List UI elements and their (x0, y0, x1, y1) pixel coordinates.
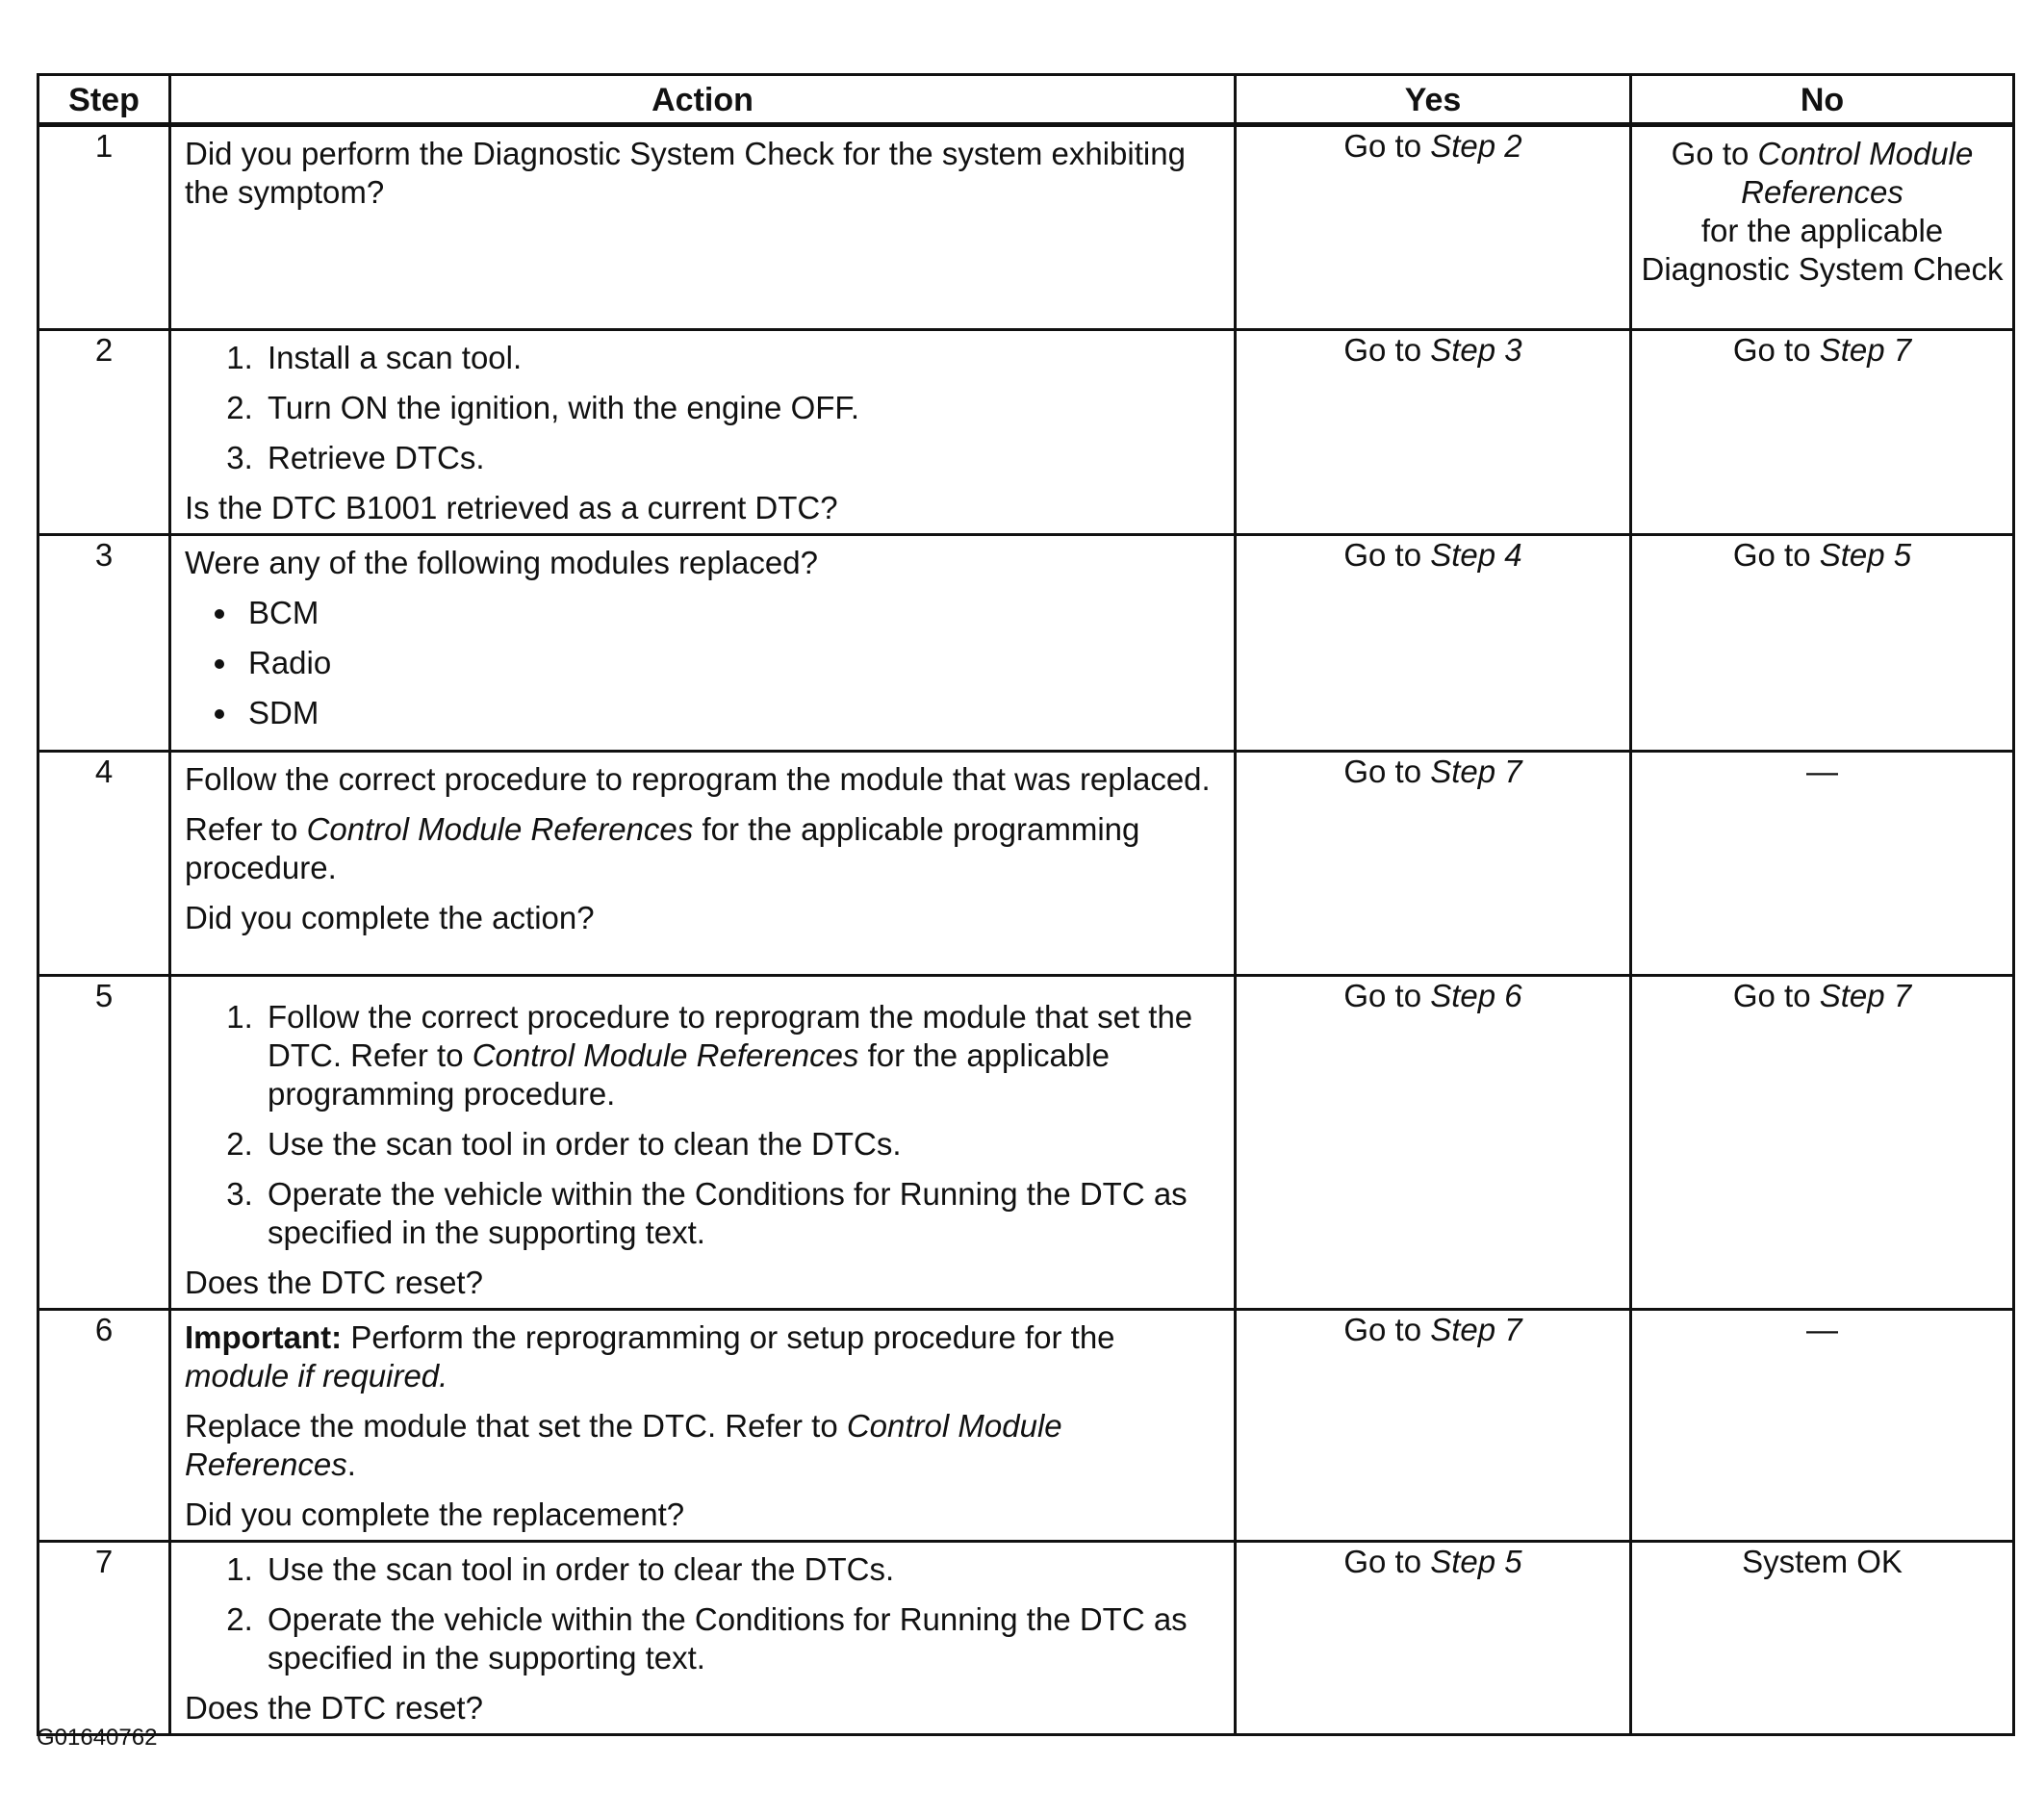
yes-step-link[interactable]: Step 7 (1430, 1312, 1522, 1347)
yes-cell (1236, 976, 1631, 1310)
step-number: 2 (38, 330, 170, 535)
step-number: 1 (38, 125, 170, 330)
control-module-references-link[interactable]: Control Module References (185, 1408, 1062, 1482)
action-list (185, 339, 1220, 477)
list-item: 2. Turn ON the ignition, with the engine OFF. (262, 389, 1220, 427)
action-paragraph: Follow the correct procedure to reprogram the module that was replaced. (185, 761, 1211, 797)
yes-cell (1236, 752, 1631, 976)
list-item: 3. Operate the vehicle within the Conditions for Running the DTC as specified in the supporting text. (262, 1175, 1220, 1252)
ref-suffix: for the applicable programming procedure. (185, 811, 1140, 885)
action-paragraph (185, 810, 1220, 887)
action-cell (170, 976, 1236, 1310)
no-prefix: Go to (1732, 537, 1820, 573)
action-cell (170, 125, 1236, 330)
yes-prefix: Go to (1343, 1544, 1431, 1579)
action-cell (170, 1310, 1236, 1542)
ref-prefix: Replace the module that set the DTC. Refer to (185, 1408, 847, 1444)
list-item: 2. Use the scan tool in order to clean the DTCs. (262, 1125, 1220, 1164)
yes-step-link[interactable]: Step 4 (1430, 537, 1522, 573)
step-row-2 (38, 330, 2014, 535)
no-step-link[interactable]: Step 7 (1819, 332, 1912, 368)
ref-suffix: . (346, 1446, 356, 1482)
no-prefix: Go to (1732, 978, 1820, 1013)
important-note (185, 1318, 1220, 1395)
step-number: 6 (38, 1310, 170, 1542)
header-no: No (1631, 75, 2014, 125)
list-item: • Radio (241, 644, 1220, 682)
list-item: 2. Operate the vehicle within the Conditions for Running the DTC as specified in the supporting text. (262, 1600, 1220, 1677)
yes-cell (1236, 330, 1631, 535)
no-cell (1631, 976, 2014, 1310)
list-item: 1. Install a scan tool. (262, 339, 1220, 377)
header-action: Action (170, 75, 1236, 125)
step-row-1 (38, 125, 2014, 330)
action-question: Did you complete the action? (185, 900, 595, 935)
list-item: 3. Retrieve DTCs. (262, 439, 1220, 477)
action-question: Does the DTC reset? (185, 1690, 483, 1726)
important-text: Perform the reprogramming or setup procedure for the (342, 1319, 1115, 1355)
important-italic: module if required. (185, 1358, 448, 1394)
action-paragraph (185, 1407, 1220, 1484)
yes-cell (1236, 125, 1631, 330)
header-row (38, 75, 2014, 125)
yes-cell (1236, 1310, 1631, 1542)
header-step: Step (38, 75, 170, 125)
no-cell (1631, 125, 2014, 330)
action-cell (170, 330, 1236, 535)
step-number: 3 (38, 535, 170, 752)
action-question: Is the DTC B1001 retrieved as a current DTC? (185, 490, 838, 525)
action-list (185, 998, 1220, 1252)
action-question: Does the DTC reset? (185, 1265, 483, 1300)
action-cell (170, 752, 1236, 976)
action-cell (170, 535, 1236, 752)
no-suffix: for the applicable Diagnostic System Check (1641, 213, 2004, 287)
yes-prefix: Go to (1343, 978, 1431, 1013)
action-list (185, 1550, 1220, 1677)
control-module-references-link[interactable]: Control Module References (306, 811, 694, 847)
important-label: Important: (185, 1319, 343, 1355)
action-cell (170, 1542, 1236, 1735)
no-cell: System OK (1631, 1542, 2014, 1735)
list-item: • BCM (241, 594, 1220, 632)
list-item: 1. Use the scan tool in order to clear the DTCs. (262, 1550, 1220, 1589)
no-cell (1631, 330, 2014, 535)
no-prefix: Go to (1671, 136, 1758, 171)
diagnostic-table (37, 73, 2015, 1736)
item-text: Follow the correct procedure to reprogram the module that set the DTC. Refer to (268, 999, 1193, 1073)
no-cell: — (1631, 752, 2014, 976)
step-number: 4 (38, 752, 170, 976)
yes-step-link[interactable]: Step 3 (1430, 332, 1522, 368)
action-question: Did you complete the replacement? (185, 1496, 685, 1532)
no-cell: — (1631, 1310, 2014, 1542)
yes-prefix: Go to (1343, 128, 1431, 164)
no-reference-link[interactable]: Control Module References (1741, 136, 1974, 210)
yes-cell (1236, 535, 1631, 752)
yes-cell (1236, 1542, 1631, 1735)
yes-step-link[interactable]: Step 2 (1430, 128, 1522, 164)
step-row-4 (38, 752, 2014, 976)
step-row-7 (38, 1542, 2014, 1735)
list-item (262, 998, 1220, 1113)
yes-prefix: Go to (1343, 332, 1431, 368)
control-module-references-link[interactable]: Control Module References (472, 1037, 859, 1073)
yes-prefix: Go to (1343, 754, 1431, 789)
step-row-3 (38, 535, 2014, 752)
step-row-6 (38, 1310, 2014, 1542)
no-prefix: Go to (1732, 332, 1820, 368)
no-step-link[interactable]: Step 7 (1819, 978, 1912, 1013)
header-yes: Yes (1236, 75, 1631, 125)
yes-step-link[interactable]: Step 5 (1430, 1544, 1522, 1579)
step-row-5 (38, 976, 2014, 1310)
yes-step-link[interactable]: Step 6 (1430, 978, 1522, 1013)
no-cell (1631, 535, 2014, 752)
action-intro: Were any of the following modules replaced? (185, 545, 818, 580)
step-number: 5 (38, 976, 170, 1310)
list-item: • SDM (241, 694, 1220, 732)
step-number: 7 (38, 1542, 170, 1735)
ref-prefix: Refer to (185, 811, 307, 847)
figure-code: G01640762 (37, 1725, 158, 1751)
yes-step-link[interactable]: Step 7 (1430, 754, 1522, 789)
yes-prefix: Go to (1343, 1312, 1431, 1347)
item-text-suffix: for the applicable programming procedure. (268, 1037, 1110, 1112)
no-step-link[interactable]: Step 5 (1819, 537, 1912, 573)
action-question: Did you perform the Diagnostic System Check for the system exhibiting the symptom? (185, 136, 1186, 210)
module-list (185, 594, 1220, 732)
yes-prefix: Go to (1343, 537, 1431, 573)
